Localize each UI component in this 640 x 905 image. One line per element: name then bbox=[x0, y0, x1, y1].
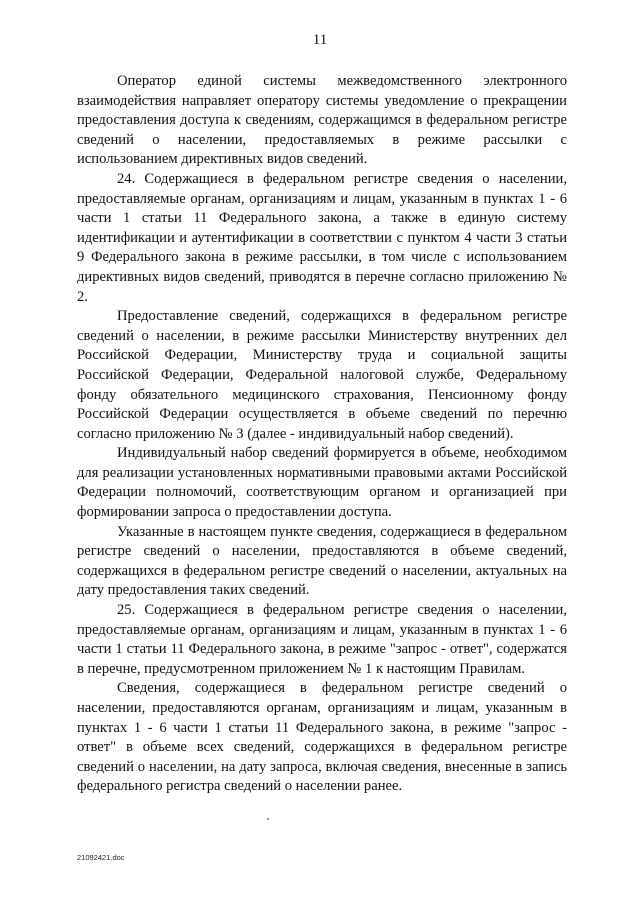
scan-speck bbox=[267, 818, 269, 820]
paragraph-operator-notification: Оператор единой системы межведомственного электронного взаимодействия направляет оператору системы уведомление о прекращении предоставления доступа к сведениям, содержащимся в федеральном регистре сведений о населении, предоставляемых в режиме рассылки с использованием директивных видов сведений. bbox=[77, 73, 567, 168]
document-body bbox=[77, 72, 567, 797]
paragraph-request-response: Сведения, содержащиеся в федеральном регистре сведений о населении, предоставляются органам, организациям и лицам, указанным в пунктах 1 - 6 части 1 статьи 11 Федерального закона, в режиме "запрос - ответ" в объеме всех сведений, содержащихся в федеральном регистре сведений о населении, на дату запроса, включая сведения, внесенные в запись федерального регистра сведений о населении ранее. bbox=[77, 680, 567, 795]
paragraph-mailing-provision: Предоставление сведений, содержащихся в федеральном регистре сведений о населении, в режиме рассылки Министерству внутренних дел Российской Федерации, Министерству труда и социальной защиты Российской Федерации, Федеральной налоговой службе, Федеральному фонду обязательного медицинского страхования, Пенсионному фонду Российской Федерации осуществляется в объеме сведений по перечню согласно приложению № 3 (далее - индивидуальный набор сведений). bbox=[77, 308, 567, 442]
paragraph-item-24: 24. Содержащиеся в федеральном регистре сведения о населении, предоставляемые органам, организациям и лицам, указанным в пунктах 1 - 6 части 1 статьи 11 Федерального закона, а также в единую систему идентификации и аутентификации в соответствии с пунктом 4 части 3 статьи 9 Федерального закона в режиме рассылки, в том числе с использованием директивных видов сведений, приводятся в перечне согласно приложению № 2. bbox=[77, 170, 567, 305]
page-number: 11 bbox=[312, 32, 328, 48]
paragraph-specified-data: Указанные в настоящем пункте сведения, содержащиеся в федеральном регистре сведений о населении, предоставляются в объеме сведений, содержащихся в федеральном регистре сведений о населении, актуальных на дату предоставления таких сведений. bbox=[77, 523, 567, 599]
paragraph-individual-set: Индивидуальный набор сведений формируется в объеме, необходимом для реализации установленных нормативными правовыми актами Российской Федерации полномочий, соответствующим органом и организацией при формировании запроса о предоставлении доступа. bbox=[77, 445, 567, 521]
footer-file-name: 21092421.doc bbox=[77, 853, 125, 862]
paragraph-item-25: 25. Содержащиеся в федеральном регистре сведения о населении, предоставляемые органам, организациям и лицам, указанным в пунктах 1 - 6 части 1 статьи 11 Федерального закона, в режиме "запрос - ответ", содержатся в перечне, предусмотренном приложением № 1 к настоящим Правилам. bbox=[77, 602, 567, 677]
